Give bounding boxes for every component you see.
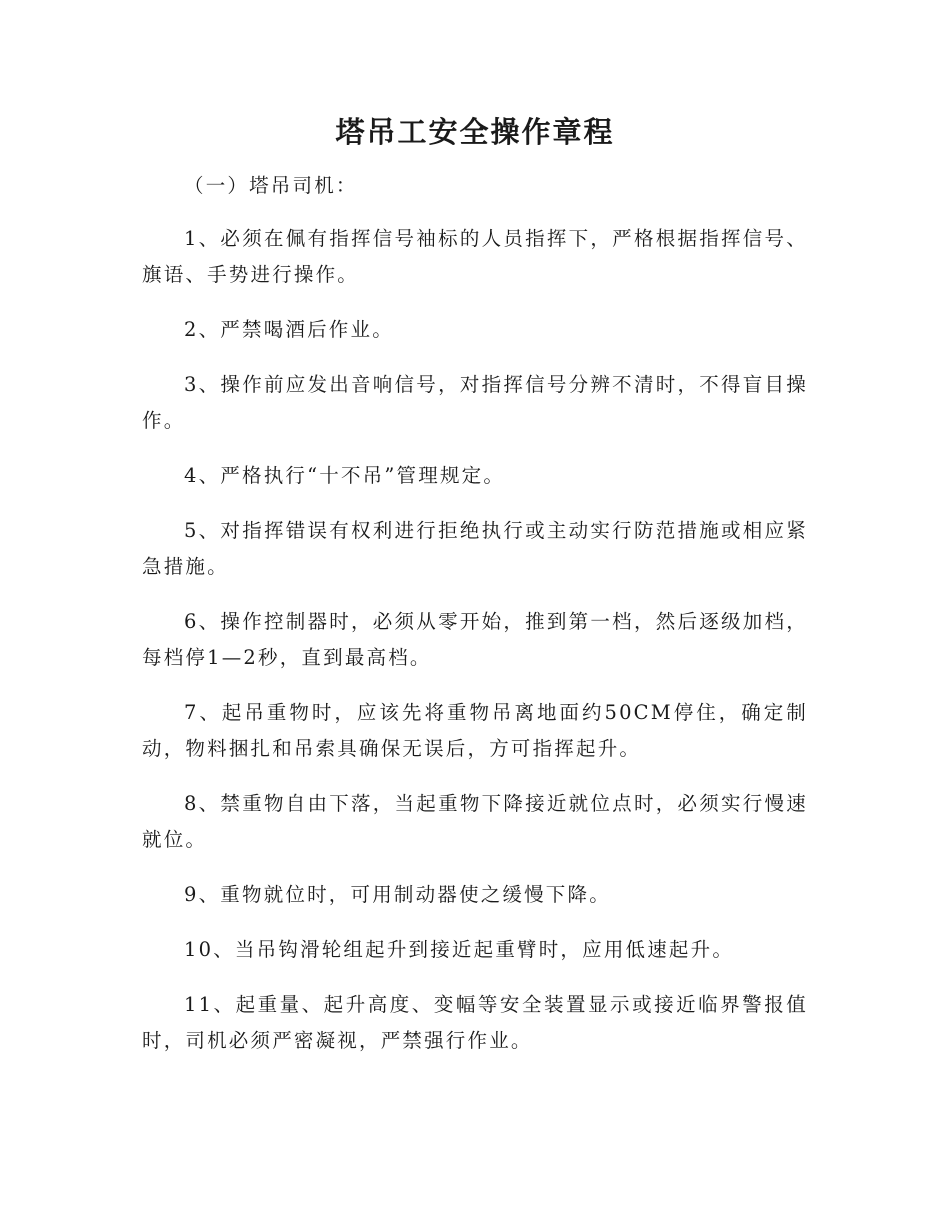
rule-7: 7、起吊重物时，应该先将重物吊离地面约50CM停住，确定制动，物料捆扎和吊索具确保无误后，方可指挥起升。 [142, 701, 808, 760]
rule-5: 5、对指挥错误有权利进行拒绝执行或主动实行防范措施或相应紧急措施。 [142, 519, 808, 578]
rule-6: 6、操作控制器时，必须从零开始，推到第一档，然后逐级加档，每档停1—2秒，直到最高档。 [142, 610, 808, 669]
rule-8: 8、禁重物自由下落，当起重物下降接近就位点时，必须实行慢速就位。 [142, 792, 808, 851]
rule-10: 10、当吊钩滑轮组起升到接近起重臂时，应用低速起升。 [184, 938, 735, 961]
rule-9: 9、重物就位时，可用制动器使之缓慢下降。 [184, 883, 611, 906]
rule-4: 4、严格执行“十不吊”管理规定。 [184, 464, 506, 487]
rule-2: 2、严禁喝酒后作业。 [184, 318, 394, 341]
rule-11: 11、起重量、起升高度、变幅等安全装置显示或接近临界警报值时，司机必须严密凝视，严禁强行作业。 [142, 993, 808, 1052]
document-title: 塔吊工安全操作章程 [335, 115, 615, 149]
document-body [142, 168, 808, 1078]
rule-3: 3、操作前应发出音响信号，对指挥信号分辨不清时，不得盲目操作。 [142, 373, 808, 432]
rule-1: 1、必须在佩有指挥信号袖标的人员指挥下，严格根据指挥信号、旗语、手势进行操作。 [142, 227, 808, 286]
section-heading: （一）塔吊司机： [184, 174, 358, 197]
